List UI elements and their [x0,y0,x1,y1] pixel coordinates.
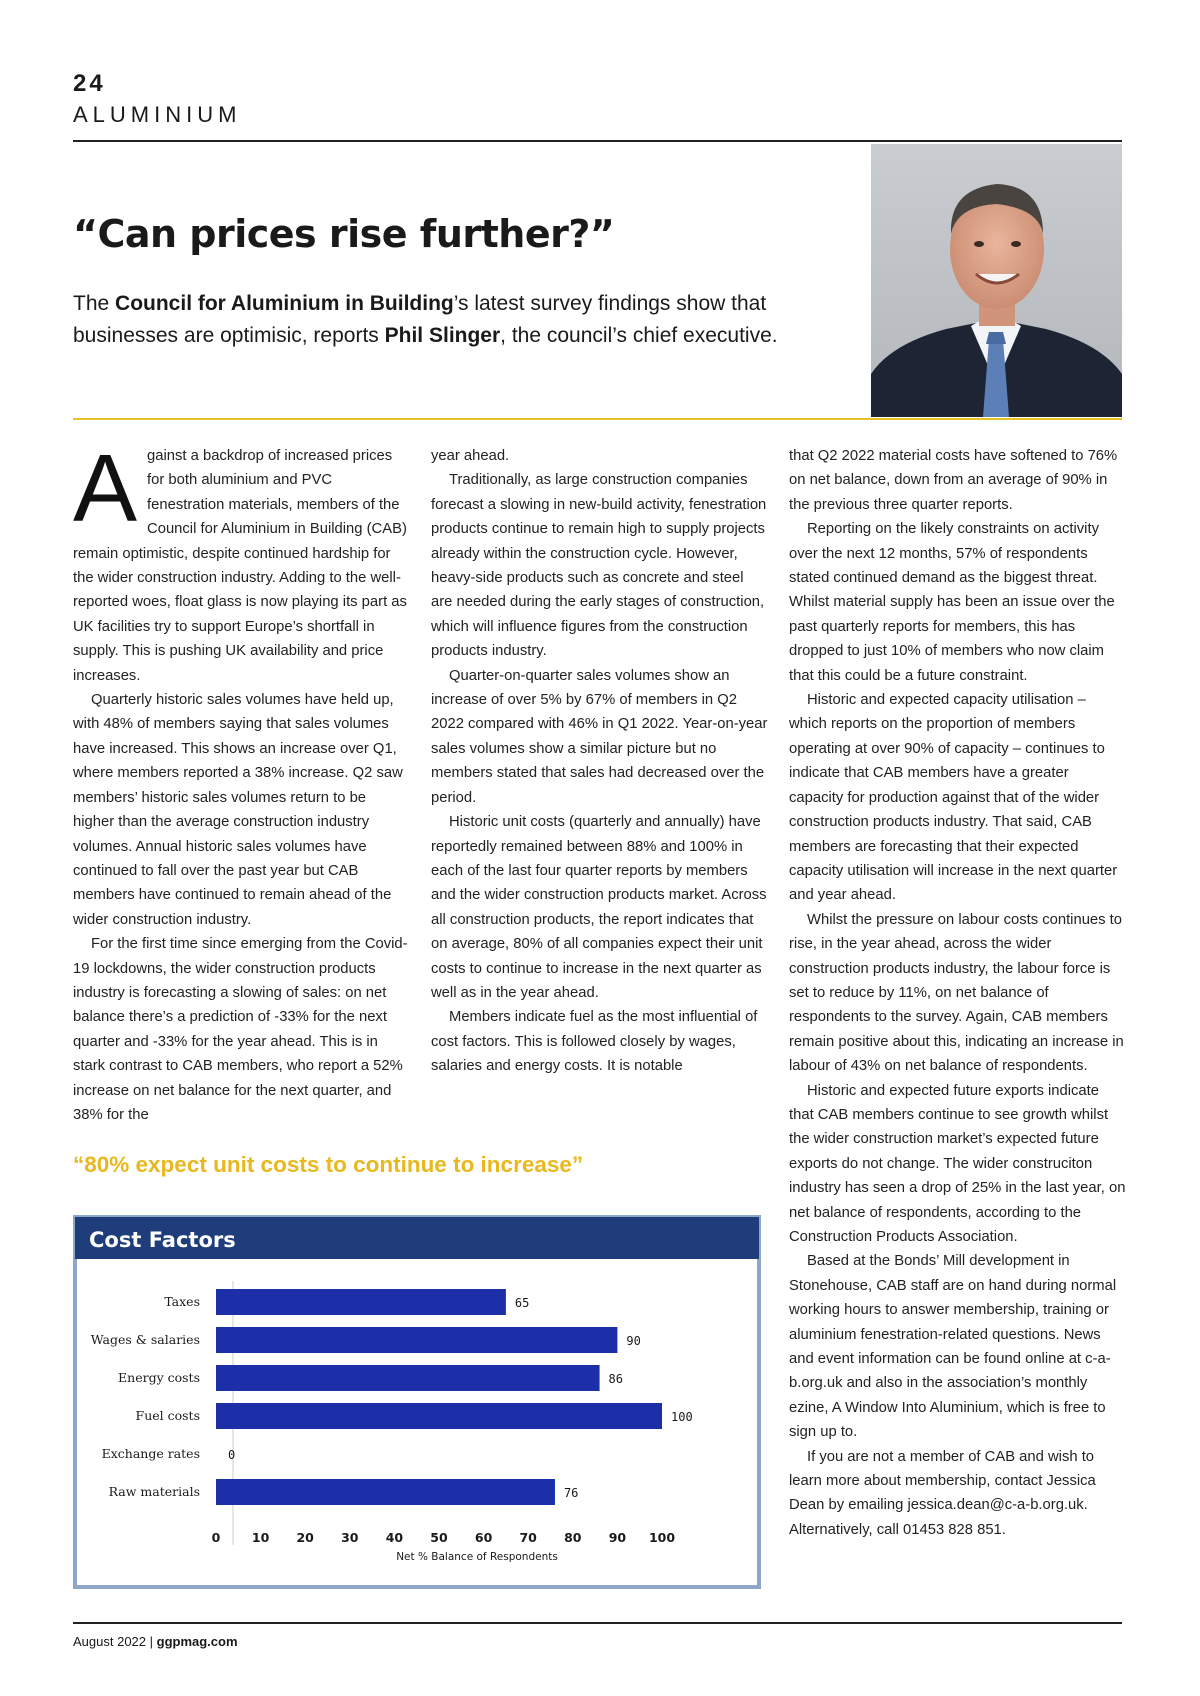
chart-tick-label: 50 [430,1530,448,1545]
chart-tick-label: 0 [211,1530,221,1545]
header-rule [73,140,1122,142]
chart-tick-label: 60 [474,1530,493,1545]
article-column-1 [73,435,411,1127]
cost-factors-chart [73,1215,761,1589]
standfirst-text: The [73,292,116,315]
standfirst [73,288,843,352]
footer-rule [73,1622,1122,1624]
chart-category-label: Taxes [164,1294,200,1309]
article-paragraph: If you are not a member of CAB and wish to learn more about membership, contact Jessica Dean by emailing jessica.dean@c-a-b.org.uk. Alternatively, call 01453 828 851. [789,1448,1096,1538]
article-paragraph: year ahead. [431,448,510,464]
article-column-2 [431,444,769,1079]
article-paragraph: Traditionally, as large construction companies forecast a slowing in new-build activity, fenestration products continue to remain high to supply projects already within the construction cycle. However, heavy-side products such as concrete and steel are needed during the early stages of construction, which will influence figures from the construction products industry. [431,472,767,660]
chart-data-label: 65 [514,1296,530,1310]
footer-separator: | [146,1634,157,1649]
article-paragraph [73,435,411,688]
article-paragraph: Historic and expected capacity utilisation – which reports on the proportion of members operating at over 90% of capacity – continues to indicate that CAB members have a greater capacity for production against that of the wider construction products industry. That said, CAB members are forecasting that their expected capacity utilisation will increase in the next quarter and year ahead. [789,692,1118,904]
chart-tick-label: 10 [251,1530,270,1545]
article-paragraph: Quarterly historic sales volumes have held up, with 48% of members saying that sales volumes have increased. This shows an increase over Q1, where members reported a 38% increase. Q2 saw members’ historic sales volumes return to be higher than the average construction industry volumes. Annual historic sales volumes have continued to fall over the past year but CAB members have continued to remain ahead of the wider construction industry. [73,692,403,928]
chart-tick-label: 40 [385,1530,404,1545]
accent-rule [73,418,1122,420]
chart-tick-label: 90 [608,1530,627,1545]
article-paragraph: For the first time since emerging from the Covid-19 lockdowns, the wider construction products industry is forecasting a slowing of sales: on net balance there’s a prediction of -33% for the next quarter and -33% for the year ahead. This is in stark contrast to CAB members, who report a 52% increase on net balance for the next quarter, and 38% for the [73,936,408,1123]
chart-tick-label: 70 [519,1530,537,1545]
chart-category-label: Exchange rates [101,1446,200,1461]
page-number: 24 [73,70,106,97]
article-column-3 [789,444,1127,1542]
chart-tick-label: 80 [564,1530,582,1545]
article-paragraph: Members indicate fuel as the most influential of cost factors. This is followed closely by wages, salaries and energy costs. It is notable [431,1009,758,1075]
standfirst-text: ’s latest survey findings show that businesses are optimisic, reports [73,292,767,347]
footer-site: ggpmag.com [156,1634,238,1649]
chart-title: Cost Factors [89,1228,236,1252]
chart-category-label: Wages & salaries [90,1332,200,1347]
article-paragraph: Based at the Bonds’ Mill development in Stonehouse, CAB staff are on hand during normal working hours to answer membership, training or aluminium fenestration-related questions. News and event information can be found online at c-a-b.org.uk and also in the association’s monthly ezine, A Window Into Aluminium, which is free to sign up to. [789,1253,1117,1441]
headline: “Can prices rise further?” [73,212,615,256]
chart-data-label: 76 [563,1486,579,1500]
author-photo [871,144,1122,417]
pull-quote: “80% expect unit costs to continue to increase” [73,1152,584,1177]
article-paragraph: that Q2 2022 material costs have softened to 76% on net balance, down from an average of 90% in the previous three quarter reports. [789,448,1118,513]
drop-cap: A [73,435,138,542]
standfirst-text: , the council’s chief executive. [500,324,778,347]
article-paragraph: Historic unit costs (quarterly and annually) have reportedly remained between 88% and 100% in each of the last four quarter reports by members and the wider construction products market. Across all construction products, the report indicates that on average, 80% of all companies expect their unit costs to continue to increase in the next quarter as well as in the year ahead. [431,814,767,1001]
chart-bar [216,1479,555,1505]
chart-bar [216,1403,662,1429]
section-label: ALUMINIUM [73,102,242,127]
chart-bar [216,1327,617,1353]
chart-tick-label: 30 [341,1530,359,1545]
chart-bar [216,1289,506,1315]
paragraph-text: gainst a backdrop of increased prices for both aluminium and PVC fenestration materials, members of the Council for Aluminium in Building (CAB) remain optimistic, despite continued hardship for the wider construction industry. Adding to the well-reported woes, float glass is now playing its part as UK facilities try to support Europe’s shortfall in supply. This is pushing UK availability and price increases. [73,448,407,684]
chart-data-label: 90 [626,1334,641,1348]
chart-data-label: 100 [671,1410,693,1424]
chart-x-axis-label: Net % Balance of Respondents [396,1551,558,1563]
footer [73,1634,238,1649]
article-paragraph: Whilst the pressure on labour costs continues to rise, in the year ahead, across the wider construction products industry, the labour force is set to reduce by 11%, on net balance of respondents to the survey. Again, CAB members remain positive about this, indicating an increase in labour of 43% on net balance of respondents. [789,911,1124,1075]
article-paragraph: Historic and expected future exports indicate that CAB members continue to see growth whilst the wider construction market’s expected future exports do not change. The wider construciton industry has seen a drop of 25% in the last year, on net balance of respondents, according to the Construction Products Association. [789,1082,1126,1245]
chart-category-label: Energy costs [118,1370,200,1385]
footer-date: August 2022 [73,1634,147,1649]
chart-data-label: 86 [608,1372,624,1386]
standfirst-author: Phil Slinger [384,324,501,347]
chart-data-label: 0 [228,1448,236,1462]
chart-category-label: Fuel costs [135,1408,200,1423]
chart-tick-label: 100 [648,1530,676,1545]
chart-tick-label: 20 [296,1530,314,1545]
portrait-photo-icon [871,144,1122,417]
standfirst-org: Council for Aluminium in Building [115,292,454,315]
article-paragraph: Reporting on the likely constraints on activity over the next 12 months, 57% of respondents stated continued demand as the biggest threat. Whilst material supply has been an issue over the past quarterly reports for members, this has dropped to just 10% of members who now claim that this could be a future constraint. [789,521,1115,684]
chart-bar [216,1365,600,1391]
chart-category-label: Raw materials [108,1484,200,1499]
article-paragraph: Quarter-on-quarter sales volumes show an increase of over 5% by 67% of members in Q2 2022 compared with 46% in Q1 2022. Year-on-year sales volumes show a similar picture but no members stated that sales had decreased over the period. [431,667,768,806]
